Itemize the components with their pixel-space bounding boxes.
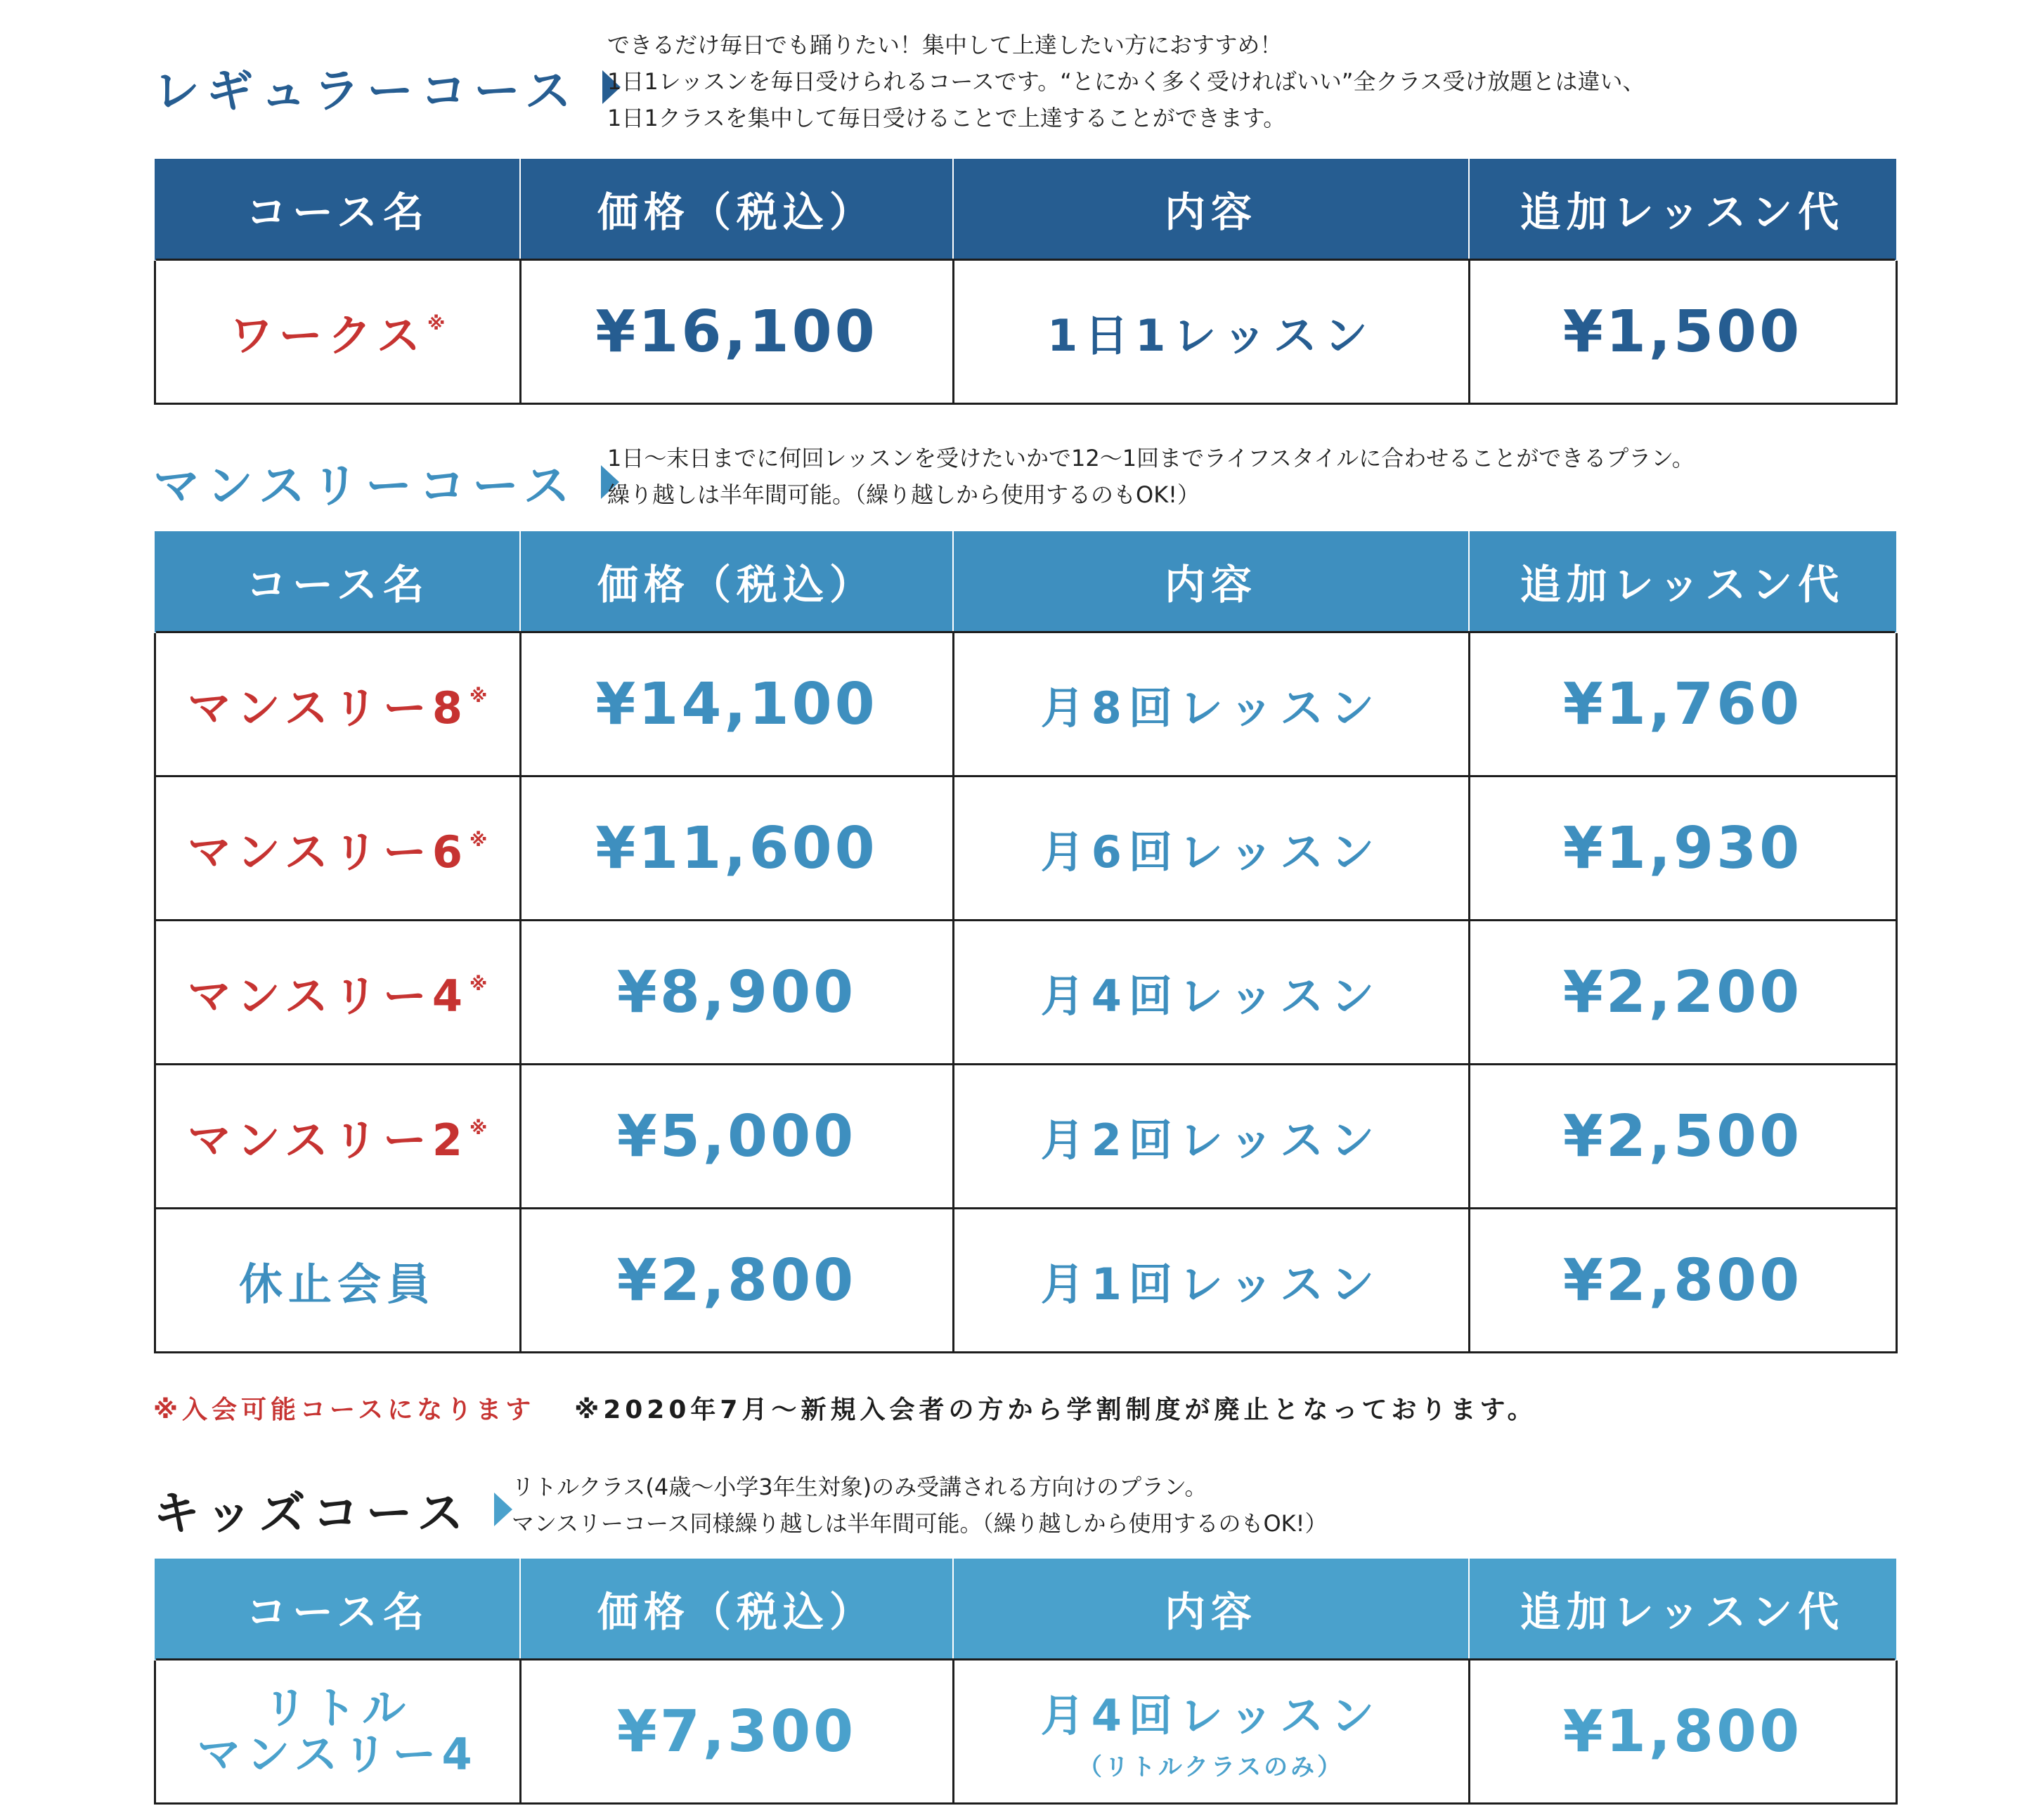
description-line: 1日1レッスンを毎日受けられるコースです。“とにかく多く受ければいい”全クラス受け放題とは違い、 bbox=[607, 68, 1645, 95]
monthly-course-description bbox=[607, 440, 1695, 513]
table-header-row bbox=[155, 531, 1896, 632]
course-name-cell bbox=[155, 1065, 520, 1209]
course-name-cell bbox=[155, 776, 520, 921]
notes bbox=[153, 1390, 1537, 1426]
kids-course-heading bbox=[153, 1476, 512, 1542]
extra-lesson-cell: ¥2,800 bbox=[1469, 1209, 1896, 1353]
course-name: ワークス bbox=[229, 309, 427, 361]
extra-lesson-cell: ¥1,760 bbox=[1469, 632, 1896, 776]
header-content: 内容 bbox=[953, 1559, 1469, 1660]
monthly-course-title: マンスリーコース bbox=[153, 459, 577, 513]
course-name-cell bbox=[155, 260, 520, 404]
price-cell: ¥5,000 bbox=[520, 1065, 953, 1209]
course-name: マンスリー2 bbox=[187, 1114, 468, 1166]
course-name-cell bbox=[155, 921, 520, 1065]
monthly-course-heading bbox=[153, 448, 619, 515]
price-cell: ¥7,300 bbox=[520, 1660, 953, 1804]
description-line: 繰り越しは半年間可能。（繰り越しから使用するのもOK!） bbox=[607, 481, 1200, 508]
enrollable-note: ※入会可能コースになります bbox=[153, 1396, 536, 1424]
course-name-line1: リトル bbox=[263, 1682, 411, 1734]
table-header-row bbox=[155, 1559, 1896, 1660]
content-cell bbox=[953, 1660, 1469, 1804]
header-course: コース名 bbox=[155, 159, 520, 260]
regular-course-heading bbox=[153, 53, 621, 120]
student-discount-note: ※2020年7月〜新規入会者の方から学割制度が廃止となっております。 bbox=[574, 1396, 1537, 1424]
header-price: 価格（税込） bbox=[520, 159, 953, 260]
description-line: リトルクラス(4歳〜小学3年生対象)のみ受講される方向けのプラン。 bbox=[512, 1474, 1207, 1500]
table-row bbox=[155, 260, 1896, 404]
description-line: 1日〜末日までに何回レッスンを受けたいかで12〜1回までライフスタイルに合わせることができるプラン。 bbox=[607, 445, 1695, 472]
course-name: マンスリー4 bbox=[187, 970, 468, 1022]
header-price: 価格（税込） bbox=[520, 1559, 953, 1660]
kids-course-table bbox=[153, 1559, 1898, 1805]
table-row bbox=[155, 1660, 1896, 1804]
monthly-course-table bbox=[153, 531, 1898, 1353]
header-extra: 追加レッスン代 bbox=[1469, 1559, 1896, 1660]
price-cell: ¥14,100 bbox=[520, 632, 953, 776]
enrollable-mark: ※ bbox=[427, 313, 446, 334]
header-content: 内容 bbox=[953, 159, 1469, 260]
course-name: マンスリー6 bbox=[187, 826, 468, 878]
extra-lesson-cell: ¥1,800 bbox=[1469, 1660, 1896, 1804]
kids-course-description bbox=[512, 1469, 1327, 1542]
course-name-cell bbox=[155, 1660, 520, 1804]
course-name-cell bbox=[155, 632, 520, 776]
content-sub-note: （リトルクラスのみ） bbox=[1077, 1753, 1345, 1781]
header-content: 内容 bbox=[953, 531, 1469, 632]
description-line: できるだけ毎日でも踊りたい！集中して上達したい方におすすめ！ bbox=[607, 32, 1283, 58]
price-cell: ¥8,900 bbox=[520, 921, 953, 1065]
content-cell: 月6回レッスン bbox=[953, 776, 1469, 921]
course-name-cell bbox=[155, 1209, 520, 1353]
regular-course-title: レギュラーコース bbox=[153, 64, 578, 118]
header-extra: 追加レッスン代 bbox=[1469, 159, 1896, 260]
course-name: マンスリー8 bbox=[187, 682, 468, 734]
extra-lesson-cell: ¥1,500 bbox=[1469, 260, 1896, 404]
content-cell: 月4回レッスン bbox=[953, 921, 1469, 1065]
description-line: マンスリーコース同様繰り越しは半年間可能。（繰り越しから使用するのもOK!） bbox=[512, 1510, 1328, 1537]
kids-course-title: キッズコース bbox=[153, 1486, 471, 1540]
table-row bbox=[155, 776, 1896, 921]
price-cell: ¥16,100 bbox=[520, 260, 953, 404]
extra-lesson-cell: ¥2,500 bbox=[1469, 1065, 1896, 1209]
content-cell: 月1回レッスン bbox=[953, 1209, 1469, 1353]
enrollable-mark: ※ bbox=[469, 685, 488, 707]
regular-course-description bbox=[607, 27, 1645, 136]
arrow-right-icon bbox=[494, 1493, 512, 1526]
enrollable-mark: ※ bbox=[469, 829, 488, 851]
content-cell: 1日1レッスン bbox=[953, 260, 1469, 404]
price-cell: ¥2,800 bbox=[520, 1209, 953, 1353]
enrollable-mark: ※ bbox=[469, 973, 488, 995]
header-extra: 追加レッスン代 bbox=[1469, 531, 1896, 632]
table-row bbox=[155, 632, 1896, 776]
enrollable-mark: ※ bbox=[469, 1117, 488, 1139]
table-row bbox=[155, 921, 1896, 1065]
course-name: 休止会員 bbox=[238, 1258, 436, 1310]
header-course: コース名 bbox=[155, 531, 520, 632]
header-course: コース名 bbox=[155, 1559, 520, 1660]
table-row bbox=[155, 1065, 1896, 1209]
table-header-row bbox=[155, 159, 1896, 260]
content-cell: 月8回レッスン bbox=[953, 632, 1469, 776]
content-main: 月4回レッスン bbox=[1040, 1690, 1382, 1741]
description-line: 1日1クラスを集中して毎日受けることで上達することができます。 bbox=[607, 105, 1286, 131]
regular-course-table bbox=[153, 159, 1898, 405]
table-row bbox=[155, 1209, 1896, 1353]
header-price: 価格（税込） bbox=[520, 531, 953, 632]
content-cell: 月2回レッスン bbox=[953, 1065, 1469, 1209]
extra-lesson-cell: ¥2,200 bbox=[1469, 921, 1896, 1065]
course-name-line2: マンスリー4 bbox=[197, 1729, 478, 1780]
price-cell: ¥11,600 bbox=[520, 776, 953, 921]
extra-lesson-cell: ¥1,930 bbox=[1469, 776, 1896, 921]
